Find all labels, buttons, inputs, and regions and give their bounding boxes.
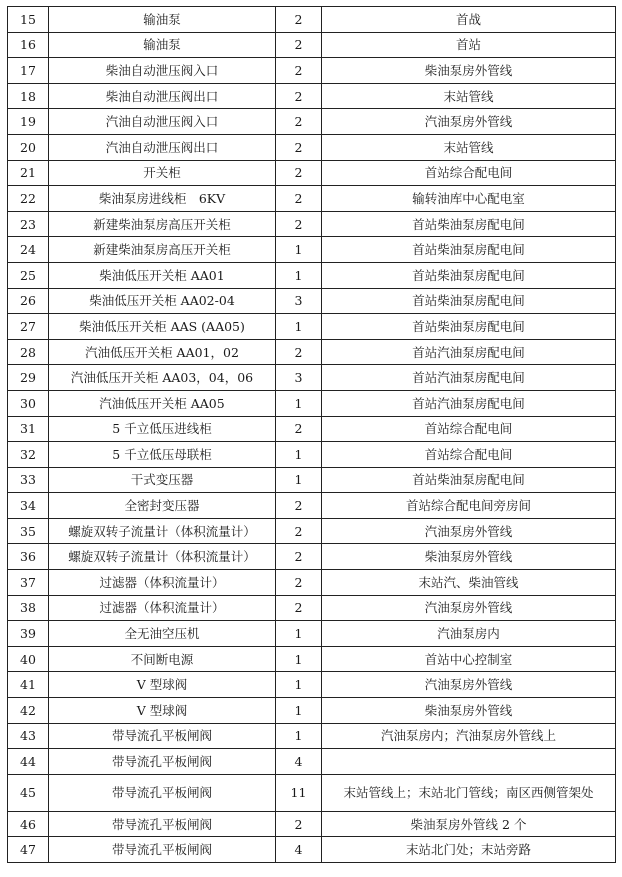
location-cell: 首战: [322, 7, 616, 33]
table-row: [8, 621, 616, 647]
location-cell: 输转油库中心配电室: [322, 186, 616, 212]
row-number-cell: 43: [8, 723, 49, 749]
quantity-cell: 1: [276, 390, 322, 416]
table-row: [8, 774, 616, 811]
equipment-name-cell: 新建柴油泵房高压开关柜: [49, 211, 276, 237]
row-number-cell: 45: [8, 774, 49, 811]
equipment-name-cell: 不间断电源: [49, 646, 276, 672]
location-cell: 末站管线: [322, 83, 616, 109]
table-row: [8, 493, 616, 519]
row-number-cell: 36: [8, 544, 49, 570]
table-row: [8, 134, 616, 160]
row-number-cell: 23: [8, 211, 49, 237]
equipment-name-cell: 汽油低压开关柜 AA03，04，06: [49, 365, 276, 391]
location-cell: 首站柴油泵房配电间: [322, 467, 616, 493]
quantity-cell: 1: [276, 723, 322, 749]
quantity-cell: 2: [276, 570, 322, 596]
equipment-name-cell: 柴油自动泄压阀入口: [49, 58, 276, 84]
row-number-cell: 33: [8, 467, 49, 493]
table-row: [8, 416, 616, 442]
quantity-cell: 4: [276, 749, 322, 775]
row-number-cell: 38: [8, 595, 49, 621]
quantity-cell: 1: [276, 672, 322, 698]
table-row: [8, 365, 616, 391]
row-number-cell: 47: [8, 837, 49, 863]
table-row: [8, 7, 616, 33]
equipment-name-cell: 5 千立低压母联柜: [49, 442, 276, 468]
table-row: [8, 749, 616, 775]
location-cell: 首站柴油泵房配电间: [322, 288, 616, 314]
equipment-name-cell: V 型球阀: [49, 672, 276, 698]
table-row: [8, 595, 616, 621]
row-number-cell: 19: [8, 109, 49, 135]
row-number-cell: 27: [8, 314, 49, 340]
quantity-cell: 2: [276, 109, 322, 135]
row-number-cell: 17: [8, 58, 49, 84]
row-number-cell: 28: [8, 339, 49, 365]
location-cell: 柴油泵房外管线 2 个: [322, 811, 616, 837]
row-number-cell: 26: [8, 288, 49, 314]
table-row: [8, 467, 616, 493]
table-row: [8, 211, 616, 237]
equipment-name-cell: 干式变压器: [49, 467, 276, 493]
quantity-cell: 1: [276, 646, 322, 672]
row-number-cell: 46: [8, 811, 49, 837]
row-number-cell: 18: [8, 83, 49, 109]
table-row: [8, 646, 616, 672]
location-cell: 首站综合配电间: [322, 160, 616, 186]
table-row: [8, 544, 616, 570]
row-number-cell: 20: [8, 134, 49, 160]
equipment-name-cell: 螺旋双转子流量计（体积流量计）: [49, 544, 276, 570]
equipment-name-cell: 汽油自动泄压阀出口: [49, 134, 276, 160]
equipment-name-cell: 柴油低压开关柜 AA01: [49, 262, 276, 288]
table-row: [8, 837, 616, 863]
table-row: [8, 32, 616, 58]
equipment-name-cell: 过滤器（体积流量计）: [49, 570, 276, 596]
equipment-table: [7, 6, 616, 863]
location-cell: 汽油泵房内: [322, 621, 616, 647]
equipment-name-cell: 过滤器（体积流量计）: [49, 595, 276, 621]
equipment-name-cell: 带导流孔平板闸阀: [49, 837, 276, 863]
row-number-cell: 25: [8, 262, 49, 288]
location-cell: 汽油泵房外管线: [322, 595, 616, 621]
row-number-cell: 37: [8, 570, 49, 596]
row-number-cell: 16: [8, 32, 49, 58]
table-row: [8, 518, 616, 544]
row-number-cell: 31: [8, 416, 49, 442]
equipment-name-cell: 带导流孔平板闸阀: [49, 749, 276, 775]
table-row: [8, 262, 616, 288]
location-cell: 首站柴油泵房配电间: [322, 314, 616, 340]
location-cell: 首站综合配电间旁房间: [322, 493, 616, 519]
row-number-cell: 15: [8, 7, 49, 33]
table-row: [8, 288, 616, 314]
equipment-name-cell: 汽油自动泄压阀入口: [49, 109, 276, 135]
location-cell: 首站柴油泵房配电间: [322, 211, 616, 237]
equipment-name-cell: 开关柜: [49, 160, 276, 186]
row-number-cell: 29: [8, 365, 49, 391]
location-cell: 柴油泵房外管线: [322, 698, 616, 724]
table-body: [8, 7, 616, 863]
location-cell: 首站中心控制室: [322, 646, 616, 672]
quantity-cell: 2: [276, 339, 322, 365]
table-row: [8, 83, 616, 109]
location-cell: 首站柴油泵房配电间: [322, 262, 616, 288]
table-row: [8, 723, 616, 749]
quantity-cell: 2: [276, 83, 322, 109]
location-cell: 首站汽油泵房配电间: [322, 339, 616, 365]
location-cell: 末站北门处；末站旁路: [322, 837, 616, 863]
table-row: [8, 339, 616, 365]
location-cell: 首站综合配电间: [322, 442, 616, 468]
location-cell: 末站汽、柴油管线: [322, 570, 616, 596]
quantity-cell: 2: [276, 134, 322, 160]
table-row: [8, 390, 616, 416]
location-cell: 末站管线上；末站北门管线；南区西侧管架处: [322, 774, 616, 811]
row-number-cell: 24: [8, 237, 49, 263]
quantity-cell: 2: [276, 32, 322, 58]
equipment-name-cell: 汽油低压开关柜 AA05: [49, 390, 276, 416]
row-number-cell: 44: [8, 749, 49, 775]
location-cell: 汽油泵房内；汽油泵房外管线上: [322, 723, 616, 749]
quantity-cell: 2: [276, 544, 322, 570]
quantity-cell: 2: [276, 186, 322, 212]
quantity-cell: 2: [276, 595, 322, 621]
location-cell: 汽油泵房外管线: [322, 109, 616, 135]
quantity-cell: 2: [276, 493, 322, 519]
table-row: [8, 160, 616, 186]
row-number-cell: 40: [8, 646, 49, 672]
equipment-name-cell: 汽油低压开关柜 AA01，02: [49, 339, 276, 365]
quantity-cell: 3: [276, 365, 322, 391]
equipment-name-cell: 柴油低压开关柜 AAS (AA05): [49, 314, 276, 340]
table-row: [8, 442, 616, 468]
quantity-cell: 2: [276, 160, 322, 186]
equipment-name-cell: 输油泵: [49, 7, 276, 33]
quantity-cell: 2: [276, 518, 322, 544]
location-cell: 汽油泵房外管线: [322, 518, 616, 544]
location-cell: 首站综合配电间: [322, 416, 616, 442]
equipment-name-cell: 柴油泵房进线柜 6KV: [49, 186, 276, 212]
table-row: [8, 698, 616, 724]
equipment-name-cell: 柴油自动泄压阀出口: [49, 83, 276, 109]
row-number-cell: 32: [8, 442, 49, 468]
equipment-name-cell: 5 千立低压进线柜: [49, 416, 276, 442]
row-number-cell: 30: [8, 390, 49, 416]
row-number-cell: 42: [8, 698, 49, 724]
location-cell: 柴油泵房外管线: [322, 58, 616, 84]
row-number-cell: 41: [8, 672, 49, 698]
quantity-cell: 1: [276, 237, 322, 263]
equipment-name-cell: 输油泵: [49, 32, 276, 58]
location-cell: 首站汽油泵房配电间: [322, 365, 616, 391]
equipment-name-cell: 新建柴油泵房高压开关柜: [49, 237, 276, 263]
table-row: [8, 570, 616, 596]
equipment-name-cell: 柴油低压开关柜 AA02-04: [49, 288, 276, 314]
table-row: [8, 314, 616, 340]
table-row: [8, 237, 616, 263]
location-cell: 柴油泵房外管线: [322, 544, 616, 570]
quantity-cell: 11: [276, 774, 322, 811]
location-cell: 首站柴油泵房配电间: [322, 237, 616, 263]
quantity-cell: 1: [276, 467, 322, 493]
table-row: [8, 58, 616, 84]
row-number-cell: 22: [8, 186, 49, 212]
quantity-cell: 1: [276, 621, 322, 647]
equipment-name-cell: 螺旋双转子流量计（体积流量计）: [49, 518, 276, 544]
equipment-name-cell: 带导流孔平板闸阀: [49, 774, 276, 811]
quantity-cell: 4: [276, 837, 322, 863]
quantity-cell: 1: [276, 262, 322, 288]
row-number-cell: 21: [8, 160, 49, 186]
location-cell: 汽油泵房外管线: [322, 672, 616, 698]
location-cell: 首站汽油泵房配电间: [322, 390, 616, 416]
quantity-cell: 3: [276, 288, 322, 314]
table-row: [8, 672, 616, 698]
quantity-cell: 2: [276, 811, 322, 837]
table-row: [8, 811, 616, 837]
equipment-name-cell: V 型球阀: [49, 698, 276, 724]
quantity-cell: 1: [276, 698, 322, 724]
location-cell: 末站管线: [322, 134, 616, 160]
equipment-name-cell: 全密封变压器: [49, 493, 276, 519]
row-number-cell: 34: [8, 493, 49, 519]
table-row: [8, 109, 616, 135]
equipment-name-cell: 带导流孔平板闸阀: [49, 811, 276, 837]
quantity-cell: 1: [276, 314, 322, 340]
equipment-name-cell: 带导流孔平板闸阀: [49, 723, 276, 749]
quantity-cell: 2: [276, 7, 322, 33]
row-number-cell: 35: [8, 518, 49, 544]
quantity-cell: 2: [276, 211, 322, 237]
equipment-name-cell: 全无油空压机: [49, 621, 276, 647]
table-row: [8, 186, 616, 212]
row-number-cell: 39: [8, 621, 49, 647]
quantity-cell: 1: [276, 442, 322, 468]
quantity-cell: 2: [276, 416, 322, 442]
location-cell: 首站: [322, 32, 616, 58]
quantity-cell: 2: [276, 58, 322, 84]
location-cell: [322, 749, 616, 775]
